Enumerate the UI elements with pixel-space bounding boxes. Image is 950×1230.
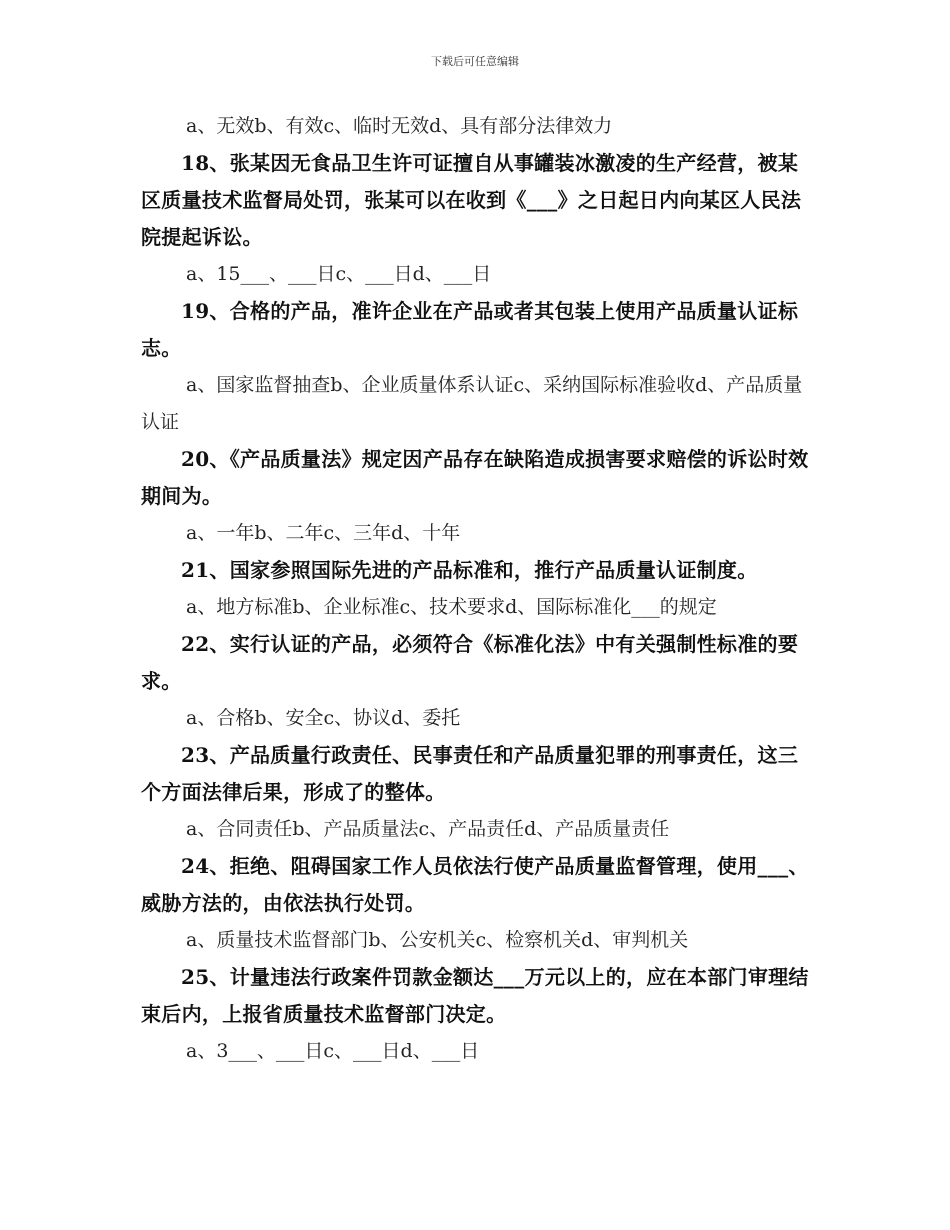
- answer-options-21: a、地方标准b、企业标准c、技术要求d、国际标准化___的规定: [186, 596, 717, 618]
- question-18: 18、张某因无食品卫生许可证擅自从事罐装冰激凌的生产经营，被某区质量技术监督局处罚，张某可以在收到《___》之日起日内向某区人民法院提起诉讼。: [141, 151, 802, 249]
- answer-options-20: a、一年b、二年c、三年d、十年: [186, 522, 461, 544]
- document-body: [141, 108, 813, 1070]
- question-22: 22、实行认证的产品，必须符合《标准化法》中有关强制性标准的要求。: [141, 632, 799, 693]
- page-header: 下载后可任意编辑: [431, 55, 519, 68]
- question-21: 21、国家参照国际先进的产品标准和，推行产品质量认证制度。: [181, 558, 758, 582]
- answer-options-24: a、质量技术监督部门b、公安机关c、检察机关d、审判机关: [186, 929, 689, 951]
- question-20: 20、《产品质量法》规定因产品存在缺陷造成损害要求赔偿的诉讼时效期间为。: [141, 447, 809, 508]
- answer-options-17: a、无效b、有效c、临时无效d、具有部分法律效力: [186, 115, 613, 137]
- question-19: 19、合格的产品，准许企业在产品或者其包装上使用产品质量认证标志。: [141, 299, 799, 360]
- answer-options-19: a、国家监督抽查b、企业质量体系认证c、采纳国际标准验收d、产品质量认证: [141, 374, 803, 433]
- question-25: 25、计量违法行政案件罚款金额达___万元以上的，应在本部门审理结束后内，上报省质量技术监督部门决定。: [141, 965, 809, 1026]
- answer-options-23: a、合同责任b、产品质量法c、产品责任d、产品质量责任: [186, 818, 670, 840]
- question-23: 23、产品质量行政责任、民事责任和产品质量犯罪的刑事责任，这三个方面法律后果，形成了的整体。: [141, 743, 799, 804]
- answer-options-18: a、15___、___日c、___日d、___日: [186, 263, 492, 285]
- answer-options-25: a、3___、___日c、___日d、___日: [186, 1040, 480, 1062]
- question-24: 24、拒绝、阻碍国家工作人员依法行使产品质量监督管理，使用___、威胁方法的，由依法执行处罚。: [141, 854, 809, 915]
- answer-options-22: a、合格b、安全c、协议d、委托: [186, 707, 461, 729]
